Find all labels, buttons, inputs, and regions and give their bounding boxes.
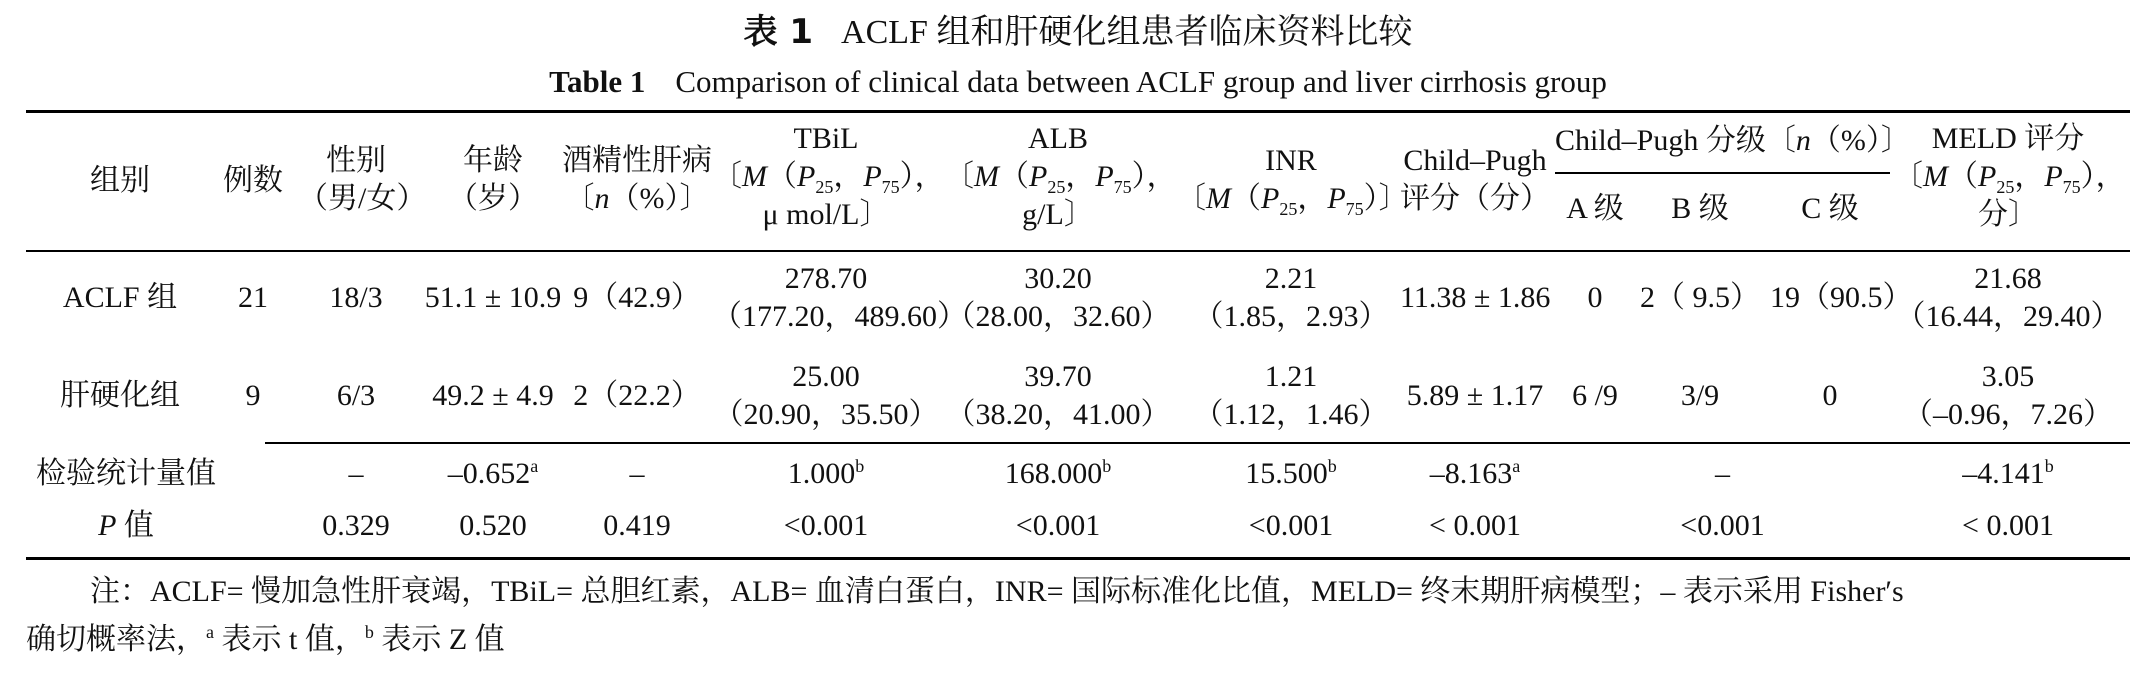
row-cirrhosis-alb: 39.70 （38.20，41.00） xyxy=(945,360,1171,431)
stat-row-label: 检验统计量值 xyxy=(36,457,216,490)
p-alb: <0.001 xyxy=(1015,509,1101,542)
stat-cp-score: –8.163$^a$ xyxy=(1429,456,1521,490)
p-cp-grade: <0.001 xyxy=(1680,509,1765,542)
child-pugh-subheader-rule xyxy=(1555,172,1890,174)
table-label-en: Table 1 xyxy=(549,64,646,99)
table-bottom-rule xyxy=(26,557,2130,560)
stat-inr: 15.500$^b$ xyxy=(1245,456,1337,490)
p-inr: <0.001 xyxy=(1248,509,1334,542)
header-alcohol: 酒精性肝病 〔n（%）〕 xyxy=(562,144,712,215)
header-grade-b: B 级 xyxy=(1671,192,1729,225)
row-aclf-group: ACLF 组 xyxy=(62,281,178,314)
p-sex: 0.329 xyxy=(322,509,390,542)
table-caption-cn: ACLF 组和肝硬化组患者临床资料比较 xyxy=(841,14,1413,51)
row-cirrhosis-inr: 1.21 （1.12，1.46） xyxy=(1193,360,1389,431)
header-age: 年龄 （岁） xyxy=(448,144,538,215)
row-cirrhosis-age: 49.2 ± 4.9 xyxy=(432,379,554,412)
header-child-pugh-grade: Child–Pugh 分级〔n（%）〕 xyxy=(1555,124,1911,157)
header-sex: 性别 （男/女） xyxy=(298,144,427,215)
row-aclf-inr: 2.21 （1.85，2.93） xyxy=(1193,262,1389,333)
table-title-cn xyxy=(0,10,2156,55)
footnote-line-2: 确切概率法，$^a$ 表示 t 值，$^b$ 表示 Z 值 xyxy=(26,622,505,656)
stat-age: –0.652$^a$ xyxy=(447,456,539,490)
row-cirrhosis-sex: 6/3 xyxy=(336,379,376,412)
header-child-pugh-score: Child–Pugh 评分（分） xyxy=(1400,144,1550,215)
row-cirrhosis-count: 9 xyxy=(245,379,261,412)
row-aclf-count: 21 xyxy=(238,281,268,314)
p-tbil: <0.001 xyxy=(783,509,869,542)
header-grade-c: C 级 xyxy=(1801,192,1859,225)
stat-row-rule xyxy=(265,442,2130,444)
stat-tbil: 1.000$^b$ xyxy=(787,456,865,490)
row-aclf-grade-c: 19（90.5） xyxy=(1770,281,1913,314)
header-tbil: TBiL 〔$M(P_{25}$，$P_{75}$）， μ mol/L〕 xyxy=(712,122,945,231)
stat-sex: – xyxy=(348,457,364,490)
stat-alcohol: – xyxy=(629,457,645,490)
header-inr: INR 〔$M(P_{25}$，$P_{75}$）〕 xyxy=(1176,144,1409,219)
table-caption-en: Comparison of clinical data between ACLF group and liver cirrhosis group xyxy=(675,64,1607,99)
stat-meld: –4.141$^b$ xyxy=(1962,456,2054,490)
row-aclf-alb: 30.20 （28.00，32.60） xyxy=(945,262,1171,333)
row-cirrhosis-tbil: 25.00 （20.90，35.50） xyxy=(713,360,939,431)
table-label-cn: 表 1 xyxy=(743,12,814,52)
row-cirrhosis-cp-score: 5.89 ± 1.17 xyxy=(1406,379,1544,412)
header-meld: MELD 评分 〔$M(P_{25}$，$P_{75}$）， 分〕 xyxy=(1893,122,2126,231)
p-alcohol: 0.419 xyxy=(603,509,671,542)
header-alb: ALB 〔$M(P_{25}$，$P_{75}$）， g/L〕 xyxy=(944,122,1177,231)
row-cirrhosis-grade-c: 0 xyxy=(1822,379,1838,412)
row-cirrhosis-alcohol: 2（22.2） xyxy=(573,379,701,412)
stat-cp-grade: – xyxy=(1715,457,1730,490)
p-cp-score: < 0.001 xyxy=(1429,509,1521,542)
table-title-en xyxy=(0,62,2156,102)
row-cirrhosis-grade-b: 3/9 xyxy=(1680,379,1720,412)
row-cirrhosis-meld: 3.05 （–0.96，7.26） xyxy=(1903,360,2113,431)
p-meld: < 0.001 xyxy=(1962,509,2054,542)
footnote-line-1: 注：ACLF= 慢加急性肝衰竭，TBiL= 总胆红素，ALB= 血清白蛋白，INR= 国际标准化比值，MELD= 终末期肝病模型；– 表示采用 Fisher′s xyxy=(90,575,1904,608)
row-cirrhosis-group: 肝硬化组 xyxy=(60,379,180,412)
p-row-label: P 值 xyxy=(98,509,154,542)
header-count: 例数 xyxy=(223,164,283,197)
row-aclf-alcohol: 9（42.9） xyxy=(573,281,701,314)
row-aclf-tbil: 278.70 （177.20，489.60） xyxy=(712,262,967,333)
table-footnote xyxy=(26,568,2136,664)
row-cirrhosis-grade-a: 6 /9 xyxy=(1572,379,1618,412)
stat-alb: 168.000$^b$ xyxy=(1004,456,1112,490)
row-aclf-cp-score: 11.38 ± 1.86 xyxy=(1400,281,1551,314)
table-top-rule xyxy=(26,110,2130,113)
row-aclf-grade-b: 2（ 9.5） xyxy=(1640,281,1760,314)
row-aclf-grade-a: 0 xyxy=(1587,281,1603,314)
header-bottom-rule xyxy=(26,250,2130,252)
header-grade-a: A 级 xyxy=(1566,192,1624,225)
p-age: 0.520 xyxy=(459,509,527,542)
row-aclf-age: 51.1 ± 10.9 xyxy=(424,281,562,314)
row-aclf-meld: 21.68 （16.44，29.40） xyxy=(1895,262,2121,333)
header-group: 组别 xyxy=(90,164,150,197)
row-aclf-sex: 18/3 xyxy=(329,281,383,314)
